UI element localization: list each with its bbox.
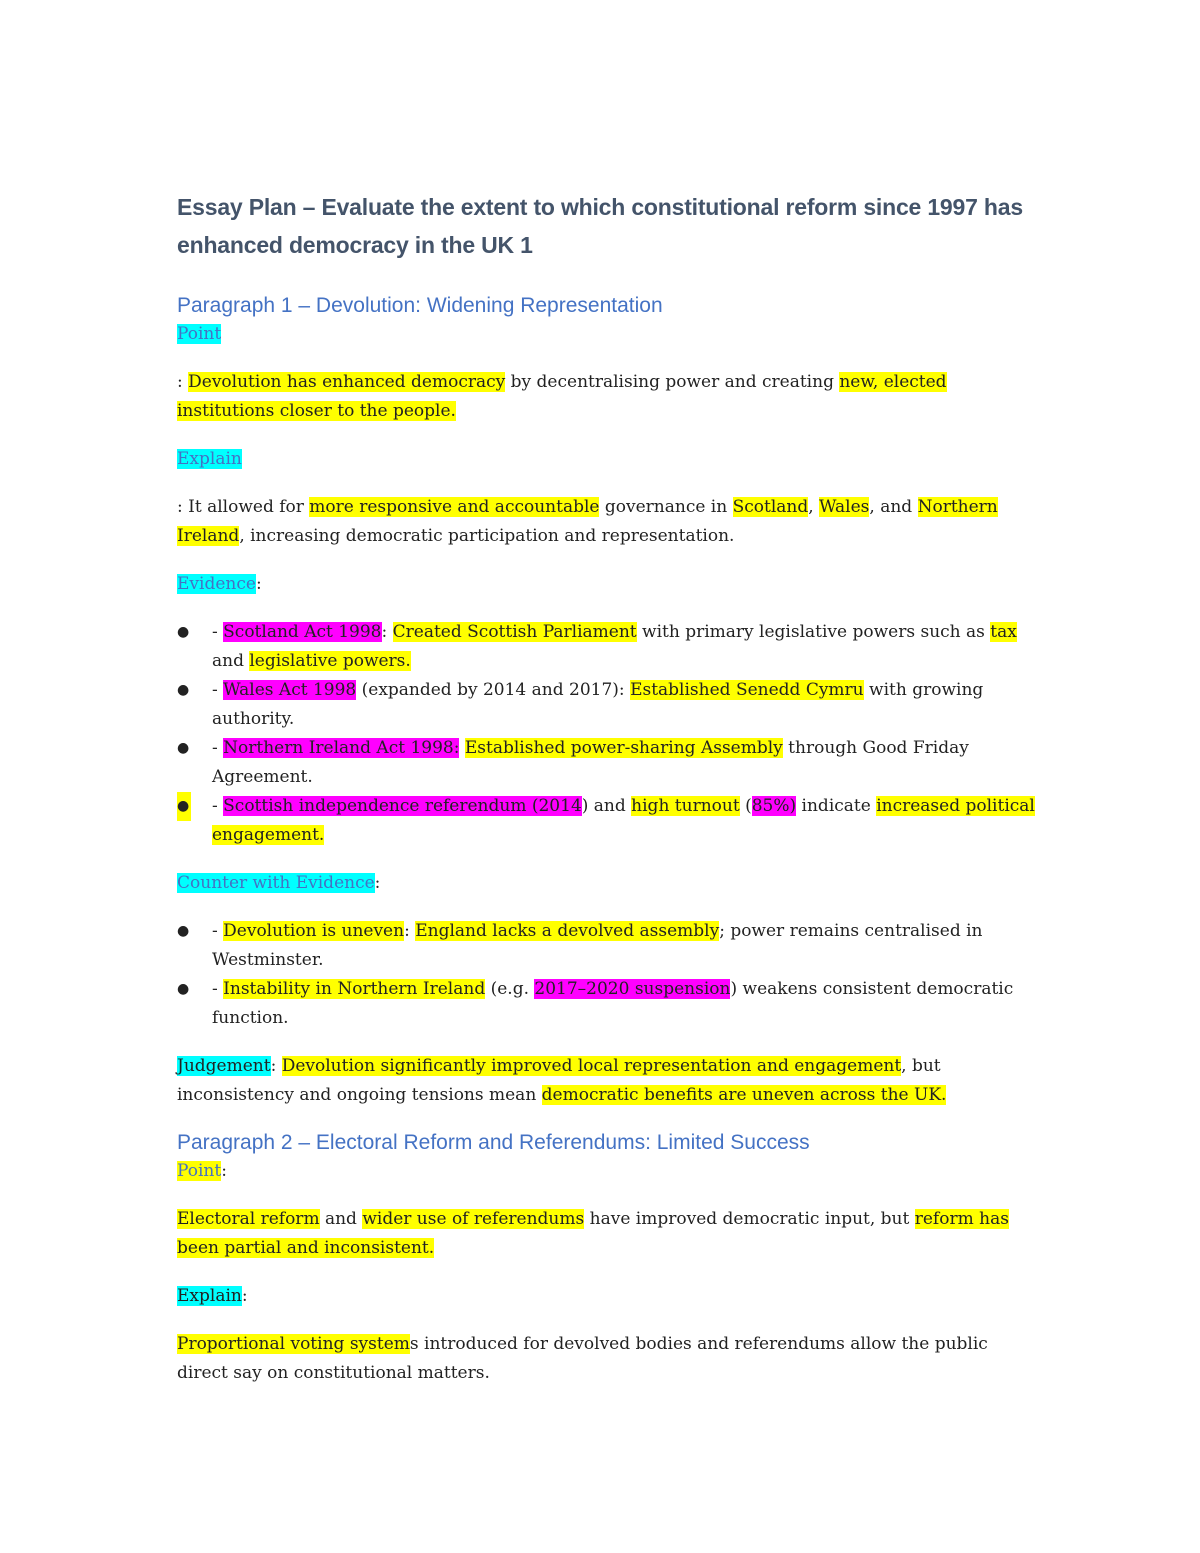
highlight-magenta: Wales Act 1998	[223, 680, 357, 700]
text-run: ) and	[581, 796, 632, 816]
bullet-icon: ●	[177, 624, 190, 640]
p1-evidence-label: Evidence	[177, 574, 256, 594]
p2-point-label: Point	[177, 1161, 222, 1181]
bullet-icon: ●	[177, 740, 190, 756]
p1-evidence-label-line	[177, 570, 1037, 599]
highlight-yellow: wider use of referendums	[362, 1209, 585, 1229]
bullet-icon: ●	[177, 981, 190, 997]
highlight-yellow: Established Senedd Cymru	[630, 680, 864, 700]
text-run: indicate	[796, 796, 877, 816]
text-run: (expanded by 2014 and 2017):	[356, 680, 631, 700]
highlight-yellow: tax	[990, 622, 1017, 642]
p1-explain-text	[177, 493, 1037, 551]
p1-explain-label-line	[177, 445, 1037, 474]
text-run: (e.g.	[485, 979, 535, 999]
text-run: governance in	[599, 497, 733, 517]
p1-counter-label-line	[177, 869, 1037, 898]
paragraph-2-heading: Paragraph 2 – Electoral Reform and Referendums: Limited Success	[177, 1131, 810, 1154]
list-item	[177, 975, 1037, 1033]
bullet-icon: ●	[177, 792, 191, 821]
text-run: -	[212, 796, 224, 816]
highlight-yellow: new, elected institutions closer to the people.	[177, 372, 947, 421]
highlight-yellow: Northern Ireland	[177, 497, 998, 546]
highlight-yellow: Scotland	[732, 497, 809, 517]
text-run: ) weakens consistent democratic function.	[212, 979, 1014, 1028]
highlight-yellow: reform has been partial and inconsistent.	[177, 1209, 1009, 1258]
evidence-list	[177, 618, 1037, 850]
text-run: -	[212, 680, 224, 700]
p2-explain-label-line	[177, 1282, 1037, 1311]
document-title: Essay Plan – Evaluate the extent to which constitutional reform since 1997 has enhanced democracy in the UK 1	[177, 194, 1023, 258]
highlight-magenta: Northern Ireland Act 1998:	[223, 738, 460, 758]
text-run: , and	[869, 497, 918, 517]
text-run: : It allowed for	[177, 497, 310, 517]
p2-explain-label: Explain	[177, 1286, 242, 1306]
text-run: ; power remains centralised in Westminster.	[212, 921, 983, 970]
text-run: -	[212, 921, 224, 941]
highlight-yellow: Proportional voting system	[177, 1334, 410, 1354]
text-run: s introduced for devolved bodies and referendums allow the public direct say on constitutional matters.	[177, 1334, 988, 1383]
p2-explain-text	[177, 1330, 1037, 1388]
highlight-magenta: Scotland Act 1998	[223, 622, 382, 642]
p1-point-label: Point	[177, 324, 222, 344]
p2-point-label-line	[177, 1157, 1037, 1186]
highlight-magenta: 85%)	[751, 796, 797, 816]
text-run: and	[319, 1209, 363, 1229]
highlight-yellow: England lacks a devolved assembly	[415, 921, 720, 941]
text-run: -	[212, 622, 224, 642]
text-run: :	[381, 622, 393, 642]
text-run: and	[212, 651, 250, 671]
highlight-yellow: increased political engagement.	[212, 796, 1035, 845]
highlight-yellow: Established power-sharing Assembly	[464, 738, 783, 758]
p1-judgement-label: Judgement	[177, 1056, 271, 1076]
highlight-yellow: Created Scottish Parliament	[392, 622, 637, 642]
highlight-yellow: high turnout	[631, 796, 740, 816]
p1-counter-label: Counter with Evidence	[177, 873, 375, 893]
highlight-yellow: democratic benefits are uneven across the UK.	[541, 1085, 947, 1105]
p1-judgement	[177, 1052, 1037, 1110]
text-run: with growing authority.	[212, 680, 984, 729]
text-run: ,	[808, 497, 820, 517]
text-run: (	[739, 796, 752, 816]
p1-point-label-line	[177, 320, 1037, 349]
text-run: with primary legislative powers such as	[636, 622, 991, 642]
bullet-icon: ●	[177, 923, 190, 939]
p1-explain-label: Explain	[177, 449, 242, 469]
list-item	[177, 734, 1037, 792]
text-run: :	[374, 873, 381, 893]
text-run: -	[212, 979, 224, 999]
highlight-yellow: Devolution significantly improved local representation and engagement	[281, 1056, 902, 1076]
text-run: :	[221, 1161, 227, 1181]
counter-evidence-list	[177, 917, 1037, 1033]
text-run: through Good Friday Agreement.	[212, 738, 969, 787]
highlight-yellow: Electoral reform	[177, 1209, 320, 1229]
text-run: :	[255, 574, 262, 594]
text-run: have improved democratic input, but	[584, 1209, 915, 1229]
document-page	[177, 188, 1037, 1407]
highlight-magenta: 2017–2020 suspension	[534, 979, 731, 999]
text-run: :	[404, 921, 416, 941]
bullet-icon: ●	[177, 682, 190, 698]
text-run: , increasing democratic participation and representation.	[239, 526, 735, 546]
highlight-yellow: Wales	[819, 497, 870, 517]
highlight-yellow: more responsive and accountable	[309, 497, 600, 517]
text-run: -	[212, 738, 224, 758]
highlight-yellow: Devolution has enhanced democracy	[188, 372, 506, 392]
list-item	[177, 618, 1037, 676]
paragraph-1-heading: Paragraph 1 – Devolution: Widening Representation	[177, 294, 663, 317]
text-run: :	[241, 1286, 248, 1306]
list-item	[177, 792, 1037, 850]
text-run: by decentralising power and creating	[505, 372, 840, 392]
list-item	[177, 676, 1037, 734]
text-run: :	[177, 372, 189, 392]
p2-point-text	[177, 1205, 1037, 1263]
highlight-yellow: Devolution is uneven	[223, 921, 405, 941]
text-run: :	[270, 1056, 282, 1076]
list-item	[177, 917, 1037, 975]
highlight-yellow: legislative powers.	[249, 651, 411, 671]
highlight-yellow: Instability in Northern Ireland	[223, 979, 486, 999]
text-run: , but inconsistency and ongoing tensions mean	[177, 1056, 941, 1105]
p1-point-text	[177, 368, 1037, 426]
highlight-magenta: Scottish independence referendum (2014	[223, 796, 582, 816]
